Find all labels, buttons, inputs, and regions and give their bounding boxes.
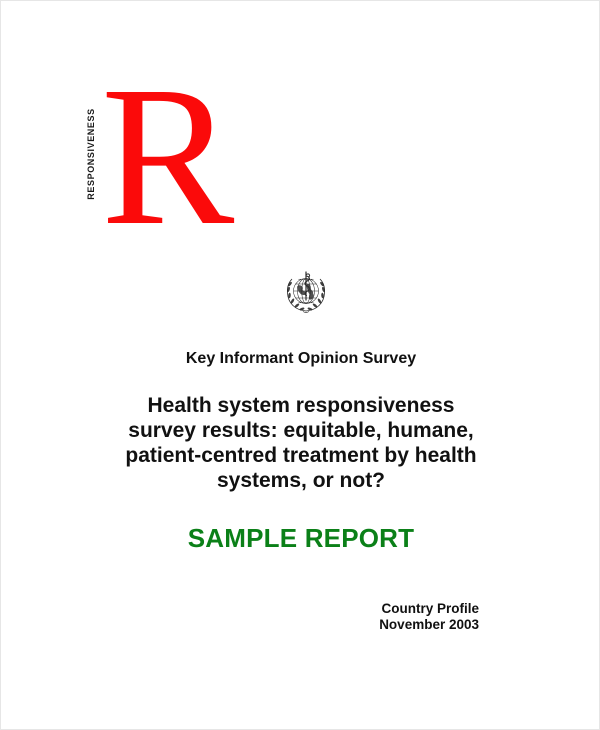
- masthead: [1, 1, 261, 267]
- footer-date: November 2003: [379, 616, 479, 632]
- page-title-line-3: patient-centred treatment by health: [125, 444, 477, 467]
- footer-block: [379, 601, 479, 632]
- section-letter: R: [101, 46, 235, 267]
- sample-report-label: SAMPLE REPORT: [187, 523, 415, 553]
- page-title-line-4: systems, or not?: [216, 469, 386, 492]
- page-title: [61, 393, 541, 493]
- section-label-text: RESPONSIVENESS: [86, 108, 96, 200]
- title-block: [61, 349, 541, 553]
- section-label-vertical: [82, 103, 100, 205]
- survey-subtitle: Key Informant Opinion Survey: [185, 350, 417, 367]
- page-title-line-1: Health system responsiveness: [147, 394, 455, 417]
- footer-country-profile: Country Profile: [381, 601, 479, 616]
- who-emblem-icon: [279, 269, 333, 317]
- page-title-line-2: survey results: equitable, humane,: [128, 419, 474, 442]
